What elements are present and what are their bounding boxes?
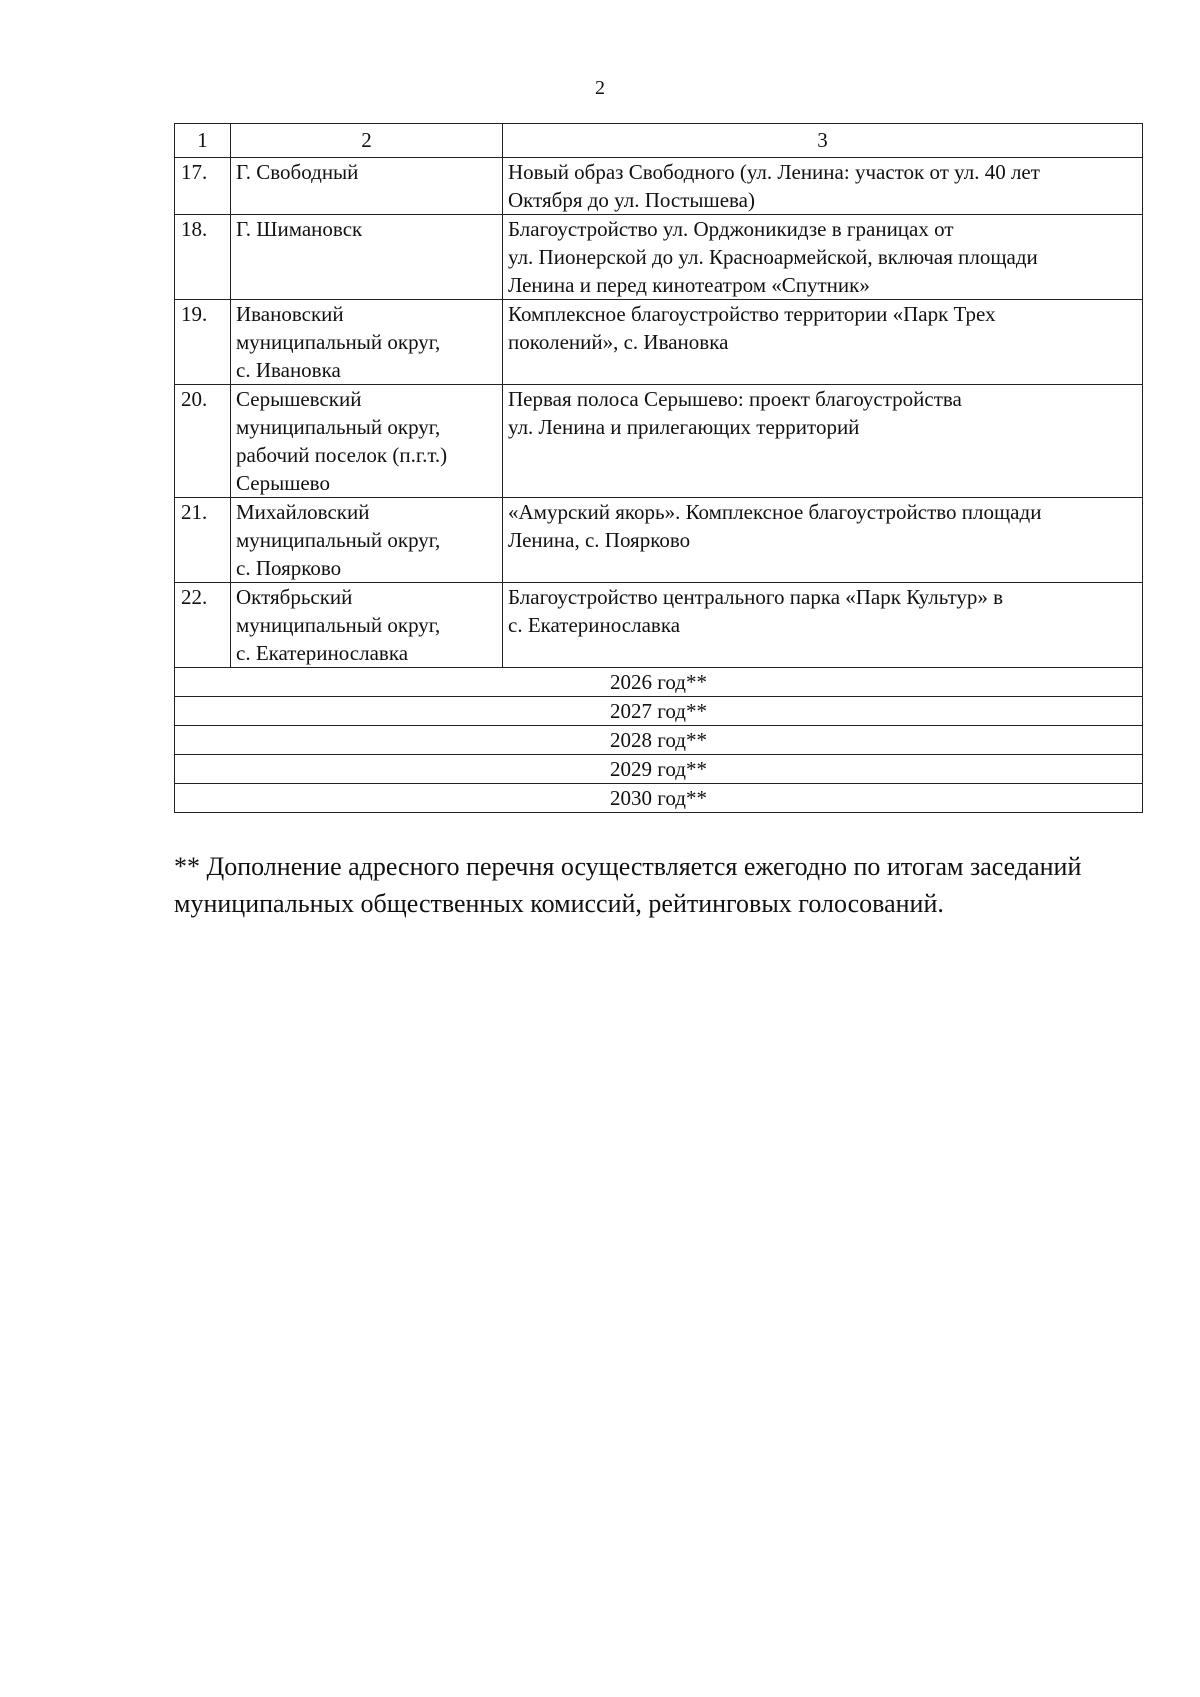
page-number: 2 xyxy=(595,77,605,99)
project-cell xyxy=(503,583,1143,668)
place-line: Михайловский xyxy=(236,500,370,524)
place-cell xyxy=(231,300,503,385)
place-line: рабочий поселок (п.г.т.) xyxy=(236,443,448,467)
year-row xyxy=(175,668,1143,697)
column-header-3: 3 xyxy=(503,124,1143,158)
year-row xyxy=(175,755,1143,784)
project-line: Ленина и перед кинотеатром «Спутник» xyxy=(508,273,870,297)
place-line: муниципальный округ, xyxy=(236,330,441,354)
address-list-table xyxy=(174,123,1143,813)
table-row xyxy=(175,158,1143,215)
project-cell xyxy=(503,215,1143,300)
place-cell xyxy=(231,498,503,583)
year-label: 2026 год** xyxy=(175,668,1143,697)
footnote-line: муниципальных общественных комиссий, рейтинговых голосований. xyxy=(174,889,944,918)
project-line: Комплексное благоустройство территории «Парк Трех xyxy=(508,302,996,326)
row-number: 20. xyxy=(175,385,231,498)
place-line: Серышевский xyxy=(236,387,362,411)
project-cell xyxy=(503,498,1143,583)
project-line: Новый образ Свободного (ул. Ленина: участок от ул. 40 лет xyxy=(508,160,1040,184)
table-row xyxy=(175,215,1143,300)
table-row xyxy=(175,583,1143,668)
place-cell xyxy=(231,158,503,215)
table-header-row xyxy=(175,124,1143,158)
year-row xyxy=(175,726,1143,755)
project-line: Октября до ул. Постышева) xyxy=(508,188,755,212)
table-row xyxy=(175,300,1143,385)
place-line: с. Екатеринославка xyxy=(236,641,409,665)
place-cell xyxy=(231,583,503,668)
project-cell xyxy=(503,158,1143,215)
place-line: муниципальный округ, xyxy=(236,528,441,552)
project-line: ул. Пионерской до ул. Красноармейской, включая площади xyxy=(508,245,1038,269)
year-label: 2030 год** xyxy=(175,784,1143,813)
year-row xyxy=(175,784,1143,813)
row-number: 17. xyxy=(175,158,231,215)
year-label: 2028 год** xyxy=(175,726,1143,755)
footnote-line: ** Дополнение адресного перечня осуществляется ежегодно по итогам заседаний xyxy=(174,852,1082,881)
project-line: Ленина, с. Поярково xyxy=(508,528,691,552)
project-line: ул. Ленина и прилегающих территорий xyxy=(508,415,860,439)
year-row xyxy=(175,697,1143,726)
project-line: поколений», с. Ивановка xyxy=(508,330,729,354)
project-line: Первая полоса Серышево: проект благоустройства xyxy=(508,387,962,411)
row-number: 19. xyxy=(175,300,231,385)
row-number: 18. xyxy=(175,215,231,300)
place-line: Серышево xyxy=(236,471,330,495)
row-number: 21. xyxy=(175,498,231,583)
place-line: Октябрьский xyxy=(236,585,353,609)
project-line: «Амурский якорь». Комплексное благоустройство площади xyxy=(508,500,1042,524)
project-line: Благоустройство ул. Орджоникидзе в границах от xyxy=(508,217,954,241)
row-number: 22. xyxy=(175,583,231,668)
column-header-1: 1 xyxy=(175,124,231,158)
place-line: с. Поярково xyxy=(236,556,342,580)
place-cell xyxy=(231,215,503,300)
project-line: с. Екатеринославка xyxy=(508,613,681,637)
project-cell xyxy=(503,300,1143,385)
place-line: муниципальный округ, xyxy=(236,613,441,637)
year-label: 2027 год** xyxy=(175,697,1143,726)
place-line: Ивановский xyxy=(236,302,344,326)
project-cell xyxy=(503,385,1143,498)
year-label: 2029 год** xyxy=(175,755,1143,784)
place-line: муниципальный округ, xyxy=(236,415,441,439)
table-row xyxy=(175,385,1143,498)
place-line: Г. Свободный xyxy=(236,160,359,184)
project-line: Благоустройство центрального парка «Парк Культур» в xyxy=(508,585,1004,609)
column-header-2: 2 xyxy=(231,124,503,158)
table-row xyxy=(175,498,1143,583)
place-line: Г. Шимановск xyxy=(236,217,363,241)
place-cell xyxy=(231,385,503,498)
place-line: с. Ивановка xyxy=(236,358,341,382)
footnote xyxy=(174,848,1154,922)
